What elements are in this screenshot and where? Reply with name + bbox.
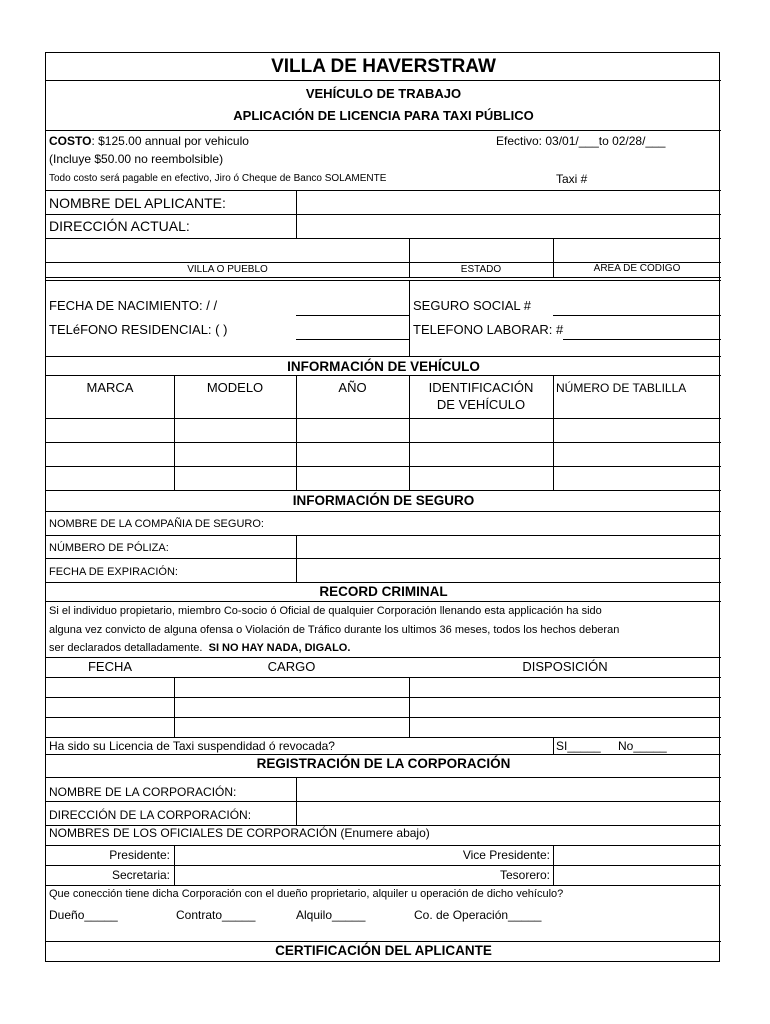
corporation-name-label: NOMBRE DE LA CORPORACIÓN:: [49, 785, 237, 799]
col-disposition: DISPOSICIÓN: [522, 659, 608, 674]
divider: [409, 281, 410, 356]
col-make: MARCA: [86, 380, 134, 395]
criminal-paragraph-2: alguna vez convicto de alguna ofensa o Violación de Tráfico durante los ultimos 36 meses, todos los hechos deberan: [49, 624, 620, 636]
vehicle-row[interactable]: [46, 467, 721, 490]
state-field[interactable]: [410, 239, 553, 262]
insurance-company-label: NOMBRE DE LA COMPAÑIA DE SEGURO:: [49, 518, 264, 530]
cost-text: : $125.00 annual por vehiculo: [91, 134, 249, 148]
president-label: Presidente:: [109, 848, 170, 862]
vice-president-field[interactable]: [554, 846, 721, 865]
divider: [46, 356, 721, 357]
divider: [46, 490, 721, 491]
col-charge: CARGO: [267, 659, 316, 674]
policy-number-field[interactable]: [297, 536, 721, 558]
taxi-number-label: Taxi #: [556, 172, 588, 186]
col-model: MODELO: [206, 380, 264, 395]
insurance-company-field[interactable]: [297, 512, 721, 535]
expiration-date-label: FECHA DE EXPIRACIÓN:: [49, 566, 178, 578]
vice-president-label: Vice Presidente:: [462, 848, 550, 862]
home-phone-field[interactable]: [296, 319, 409, 339]
divider: [46, 885, 721, 886]
criminal-row[interactable]: [46, 678, 721, 697]
non-refundable-note: (Incluye $50.00 no reembolsible): [49, 152, 224, 166]
expiration-date-field[interactable]: [297, 559, 721, 582]
suspension-question: Ha sido su Licencia de Taxi suspendidad ó revocada?: [49, 739, 335, 753]
divider: [46, 280, 721, 281]
officers-label: NOMBRES DE LOS OFICIALES DE CORPORACIÓN (Enumere abajo): [49, 826, 430, 840]
ssn-line: [553, 315, 721, 316]
state-label: ESTADO: [460, 264, 502, 275]
criminal-paragraph-3: ser declarados detalladamente. SI NO HAY NADA, DIGALO.: [49, 642, 351, 654]
corporation-address-label: DIRECCIÓN DE LA CORPORACIÓN:: [49, 808, 252, 822]
dob-line: [296, 315, 409, 316]
town-label: VILLA O PUEBLO: [187, 264, 268, 275]
vehicle-row[interactable]: [46, 419, 721, 442]
home-phone-label: TELéFONO RESIDENCIAL: ( ): [49, 322, 228, 337]
dob-label: FECHA DE NACIMIENTO: / /: [49, 298, 218, 313]
form-subtitle: VEHÍCULO DE TRABAJO: [305, 86, 462, 101]
divider: [46, 277, 721, 278]
criminal-paragraph-1: Si el individuo propietario, miembro Co-socio ó Oficial de qualquier Corporación llenando esta applicación ha sido: [49, 605, 602, 617]
home-phone-line: [296, 339, 409, 340]
connection-question: Que conección tiene dicha Corporación con el dueño proprietario, alquiler u operación de dicho vehículo?: [49, 888, 564, 900]
divider: [46, 130, 721, 131]
criminal-row[interactable]: [46, 718, 721, 737]
cost-line: [49, 134, 249, 148]
divider: [46, 375, 721, 376]
divider: [46, 754, 721, 755]
criminal-section-title: RECORD CRIMINAL: [319, 584, 448, 599]
suspended-yes[interactable]: SI_____: [556, 739, 601, 753]
col-plate: NÚMERO DE TABLILLA: [556, 381, 687, 395]
criminal-row[interactable]: [46, 698, 721, 717]
insurance-section-title: INFORMACIÓN DE SEGURO: [292, 493, 475, 508]
form-subtitle-2: APLICACIÓN DE LICENCIA PARA TAXI PÚBLICO: [233, 108, 534, 123]
rental-option[interactable]: Alquilo_____: [296, 908, 366, 922]
form-title: VILLA DE HAVERSTRAW: [271, 56, 496, 77]
treasurer-label: Tesorero:: [499, 868, 550, 882]
contract-option[interactable]: Contrato_____: [176, 908, 256, 922]
treasurer-field[interactable]: [554, 866, 721, 885]
owner-option[interactable]: Dueño_____: [49, 908, 118, 922]
col-year: AÑO: [338, 380, 367, 395]
cost-label: COSTO: [49, 134, 92, 148]
application-form: [45, 52, 720, 962]
applicant-name-label: NOMBRE DEL APLICANTE:: [49, 195, 226, 211]
corporation-name-field[interactable]: [297, 778, 721, 801]
work-phone-field[interactable]: [563, 319, 721, 339]
col-vin: IDENTIFICACIÓN: [428, 380, 534, 395]
effective-dates: Efectivo: 03/01/___to 02/28/___: [496, 134, 666, 148]
col-date: FECHA: [87, 659, 133, 674]
divider: [46, 657, 721, 658]
payment-note: Todo costo será pagable en efectivo, Jiro ó Cheque de Banco SOLAMENTE: [49, 173, 387, 184]
vehicle-row[interactable]: [46, 443, 721, 466]
ssn-field[interactable]: [553, 295, 721, 315]
work-phone-line: [563, 339, 721, 340]
say-so-note: SI NO HAY NADA, DIGALO: [208, 642, 348, 654]
divider: [553, 737, 554, 754]
town-field[interactable]: [46, 239, 409, 262]
operation-company-option[interactable]: Co. de Operación_____: [414, 908, 542, 922]
criminal-paragraph-3-text: ser declarados detalladamente.: [49, 642, 203, 654]
secretary-label: Secretaria:: [111, 868, 170, 882]
dob-field[interactable]: [296, 295, 409, 315]
ssn-label: SEGURO SOCIAL #: [413, 298, 531, 313]
suspended-no[interactable]: No_____: [618, 739, 667, 753]
divider: [46, 737, 721, 738]
corporation-address-field[interactable]: [297, 802, 721, 825]
address-label: DIRECCIÓN ACTUAL:: [49, 218, 190, 234]
applicant-name-field[interactable]: [297, 191, 721, 214]
policy-number-label: NÚMBERO DE PÓLIZA:: [49, 542, 169, 554]
address-field[interactable]: [297, 215, 721, 238]
divider: [46, 941, 721, 942]
zip-label: AREA DE CÓDIGO: [593, 263, 681, 274]
zip-field[interactable]: [554, 239, 721, 262]
divider: [46, 601, 721, 602]
corporation-section-title: REGISTRACIÓN DE LA CORPORACIÓN: [256, 756, 511, 771]
work-phone-label: TELEFONO LABORAR: #: [413, 322, 564, 337]
certification-section-title: CERTIFICACIÓN DEL APLICANTE: [275, 943, 492, 958]
vehicle-section-title: INFORMACIÓN DE VEHÍCULO: [287, 359, 480, 374]
divider: [46, 582, 721, 583]
col-vin-line2: DE VEHÍCULO: [436, 397, 526, 412]
divider: [46, 80, 721, 81]
